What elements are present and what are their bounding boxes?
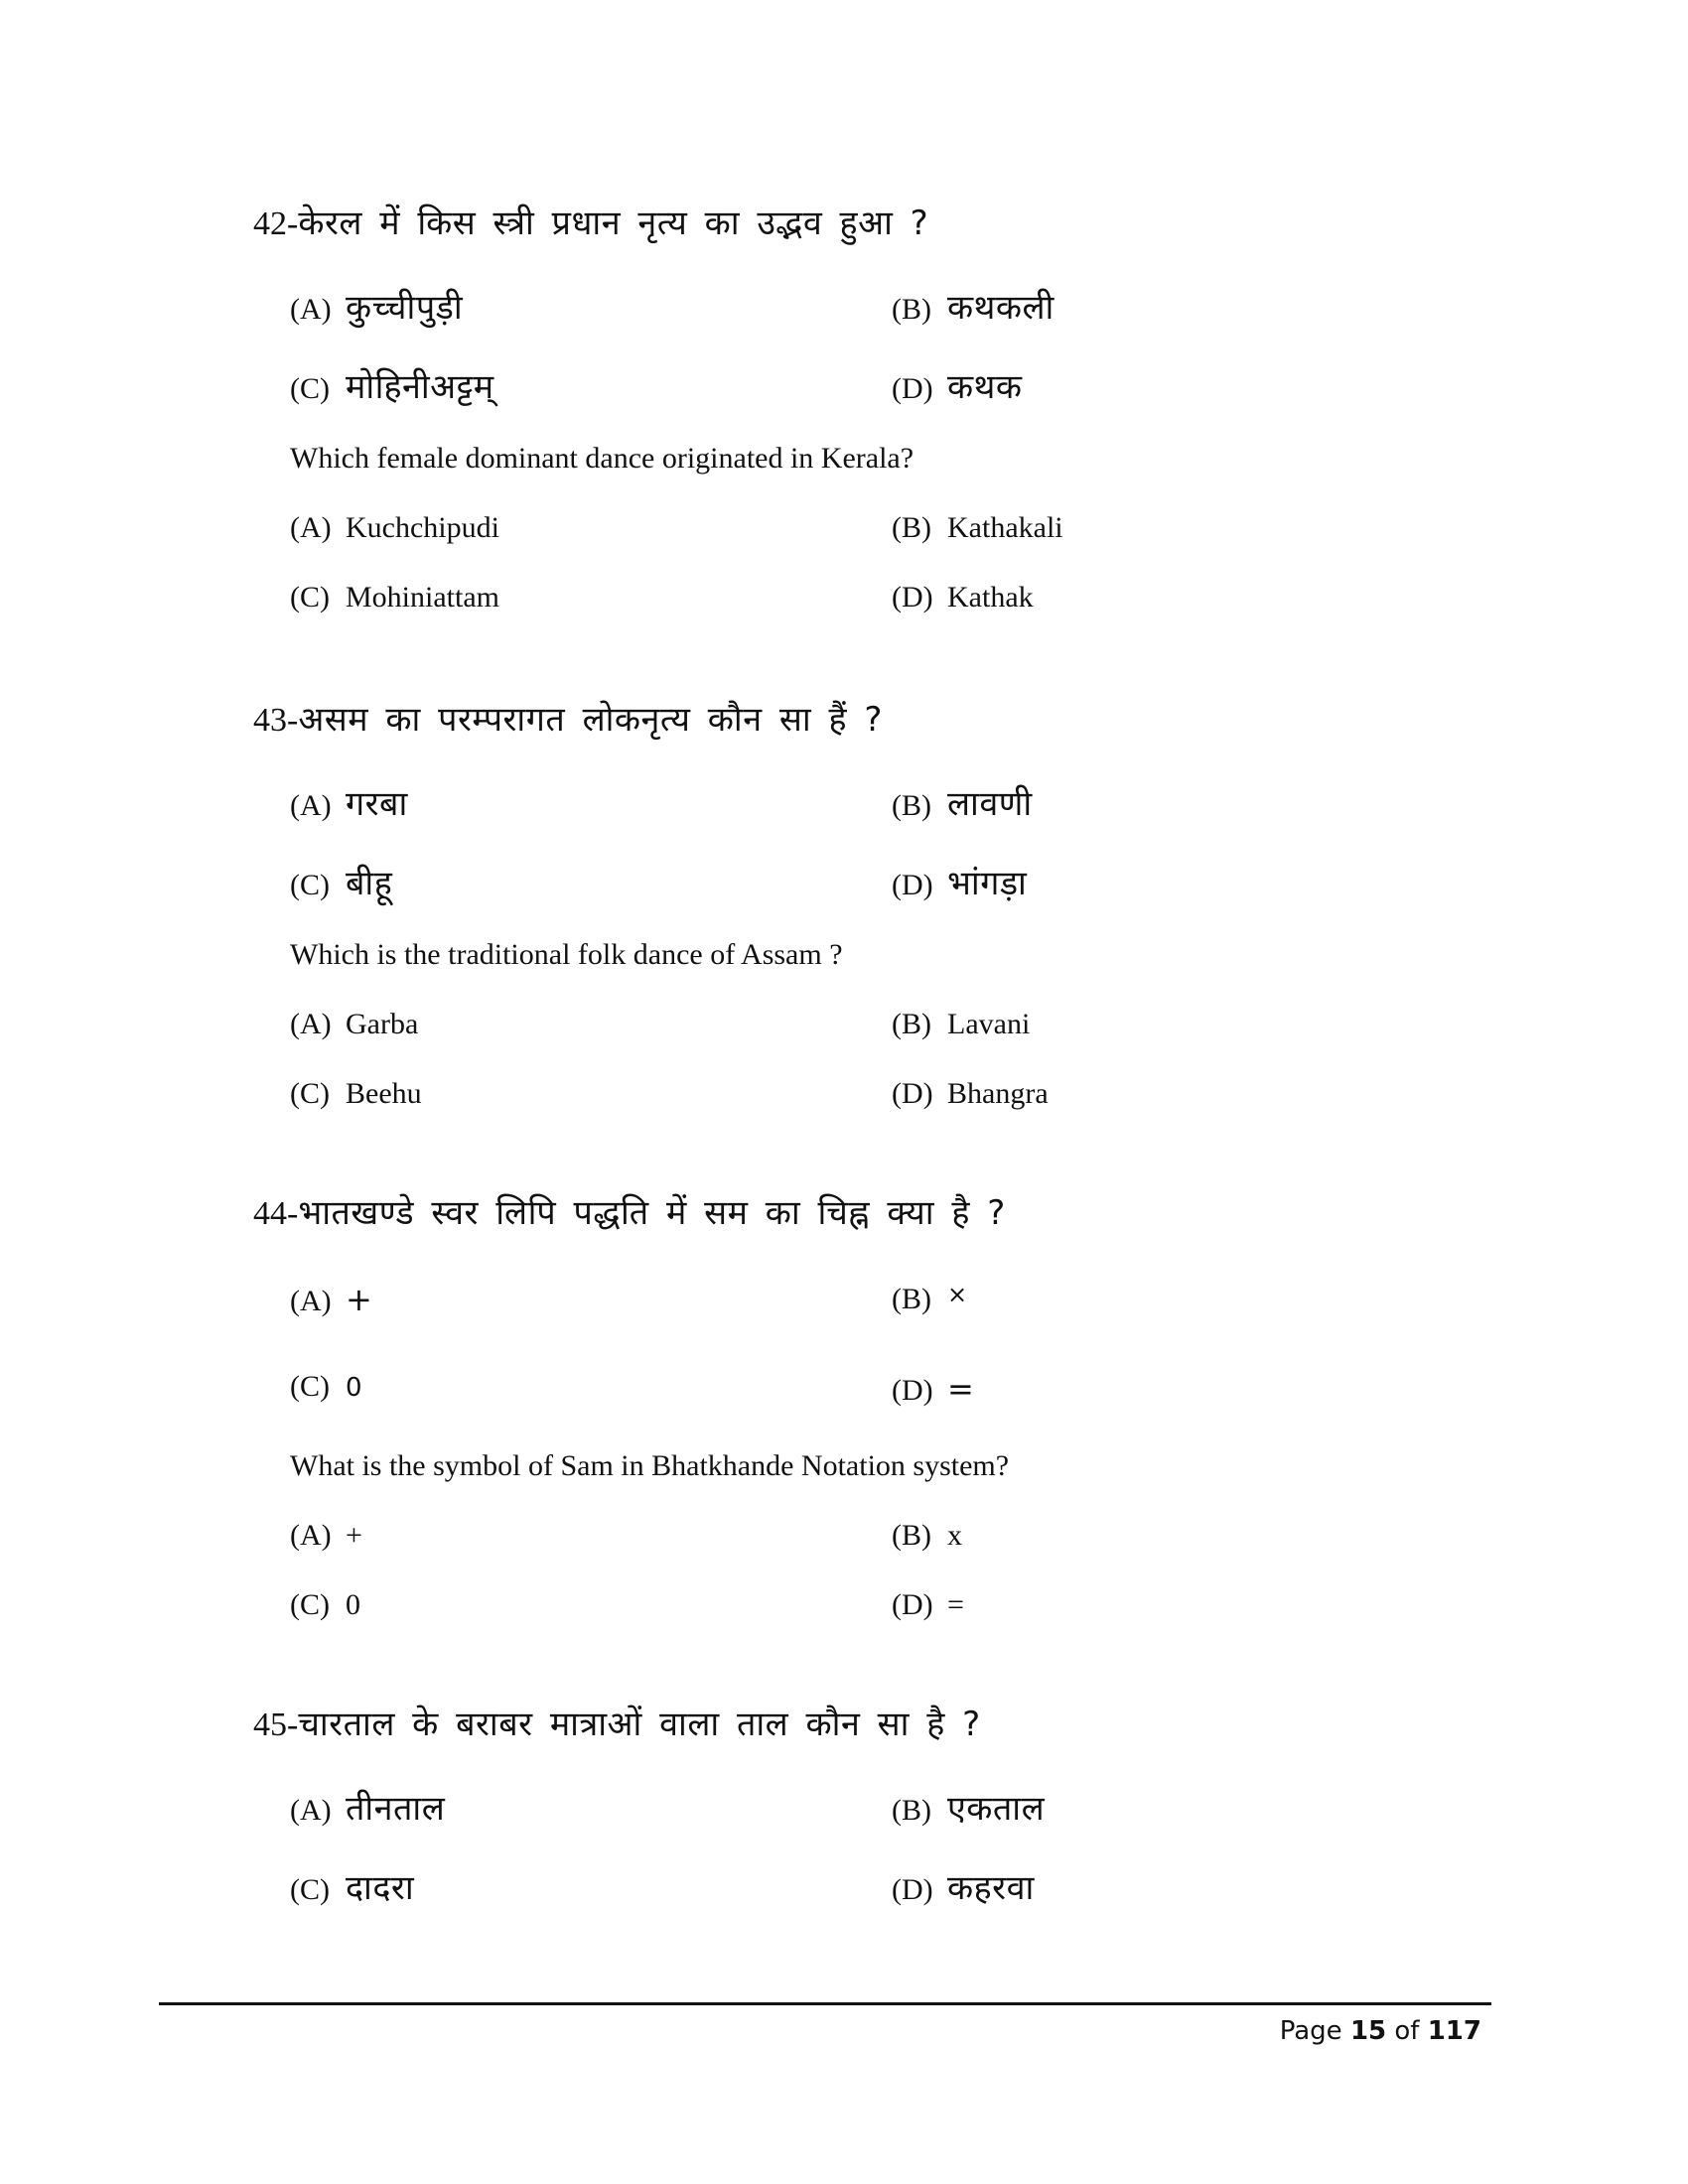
option-hindi-b	[892, 1784, 1045, 1830]
option-letter: (C)	[290, 1077, 330, 1110]
question-hindi	[253, 1700, 981, 1745]
question-english: What is the symbol of Sam in Bhatkhande Notation system?	[290, 1449, 1010, 1482]
option-letter: (D)	[892, 869, 933, 901]
option-text: तीनताल	[346, 1789, 446, 1829]
total-pages: 117	[1427, 2016, 1481, 2046]
option-text: बीहू	[346, 864, 393, 903]
option-english-a	[290, 1519, 362, 1553]
option-english-d	[892, 1077, 1049, 1111]
plus-symbol: +	[346, 1281, 372, 1318]
option-letter: (B)	[892, 1519, 931, 1552]
option-english-c	[290, 1588, 360, 1622]
option-text: कथकली	[947, 288, 1055, 328]
option-hindi-d	[892, 362, 1022, 408]
option-text: दादरा	[346, 1868, 415, 1908]
option-text: मोहिनीअट्टम्	[346, 367, 494, 407]
option-english-d	[892, 581, 1034, 614]
option-letter: (D)	[892, 1588, 933, 1621]
option-hindi-b	[892, 283, 1055, 329]
option-text: भांगड़ा	[947, 864, 1028, 903]
option-hindi-a	[290, 1784, 445, 1830]
option-letter: (B)	[892, 789, 931, 822]
option-english-b	[892, 511, 1063, 545]
option-english-b	[892, 1519, 962, 1553]
option-letter: (A)	[290, 1008, 332, 1040]
option-letter: (B)	[892, 1008, 931, 1040]
option-text: Mohiniattam	[346, 581, 499, 614]
question-hindi-text: केरल में किस स्त्री प्रधान नृत्य का उद्भव हुआ ?	[298, 204, 929, 243]
option-hindi-a	[290, 1281, 372, 1318]
option-letter: (A)	[290, 293, 332, 326]
page-number	[1280, 2016, 1481, 2046]
option-text: कुच्चीपुड़ी	[346, 288, 464, 328]
equals-symbol: =	[947, 1370, 974, 1408]
option-letter: (A)	[290, 1519, 332, 1552]
option-letter: (D)	[892, 372, 933, 405]
option-letter: (A)	[290, 1794, 332, 1827]
question-english: Which is the traditional folk dance of Assam ?	[290, 938, 843, 971]
cross-symbol: ×	[947, 1281, 968, 1308]
option-letter: (C)	[290, 1873, 330, 1906]
option-letter: (D)	[892, 1873, 933, 1906]
option-hindi-c	[290, 1370, 362, 1404]
option-hindi-d	[892, 1863, 1035, 1909]
option-letter: (C)	[290, 1370, 330, 1403]
option-letter: (B)	[892, 511, 931, 544]
option-letter: (C)	[290, 1588, 330, 1621]
question-hindi-text: चारताल के बराबर मात्राओं वाला ताल कौन सा है ?	[298, 1705, 981, 1744]
option-text: Garba	[346, 1008, 419, 1040]
option-hindi-b	[892, 1281, 967, 1316]
option-letter: (C)	[290, 581, 330, 614]
option-text: Kathakali	[947, 511, 1063, 544]
option-english-b	[892, 1008, 1030, 1041]
option-text: Beehu	[346, 1077, 422, 1110]
current-page: 15	[1349, 2016, 1387, 2046]
option-hindi-d	[892, 1370, 974, 1408]
option-text: एकताल	[947, 1789, 1046, 1829]
option-letter: (A)	[290, 1285, 332, 1317]
option-text: 0	[346, 1588, 360, 1621]
option-letter: (B)	[892, 293, 931, 326]
option-text: =	[947, 1588, 964, 1621]
option-text: +	[346, 1519, 362, 1552]
question-hindi	[253, 1188, 1006, 1234]
option-text: Bhangra	[947, 1077, 1049, 1110]
option-hindi-c	[290, 362, 494, 408]
option-letter: (D)	[892, 1077, 933, 1110]
question-english: Which female dominant dance originated in Kerala?	[290, 442, 914, 475]
option-letter: (B)	[892, 1283, 931, 1315]
option-hindi-c	[290, 859, 392, 904]
option-letter: (A)	[290, 511, 332, 544]
option-hindi-d	[892, 859, 1027, 904]
of-word: of	[1394, 2016, 1420, 2046]
zero-symbol: 0	[346, 1373, 362, 1403]
option-letter: (B)	[892, 1794, 931, 1827]
question-hindi-text: असम का परम्परागत लोकनृत्य कौन सा हैं ?	[298, 700, 883, 740]
option-text: Lavani	[947, 1008, 1031, 1040]
page-word: Page	[1279, 2016, 1342, 2046]
option-hindi-a	[290, 779, 408, 825]
footer-divider	[159, 2002, 1491, 2005]
option-text: कहरवा	[947, 1868, 1035, 1908]
question-number: 45-	[253, 1706, 299, 1743]
question-hindi	[253, 695, 883, 741]
question-number: 42-	[253, 205, 299, 242]
question-hindi-text: भातखण्डे स्वर लिपि पद्धति में सम का चिह्न क्या है ?	[298, 1193, 1006, 1233]
option-letter: (D)	[892, 581, 933, 614]
option-letter: (C)	[290, 869, 330, 901]
option-text: लावणी	[947, 784, 1033, 824]
option-english-a	[290, 1008, 418, 1041]
option-text: गरबा	[346, 784, 408, 824]
question-hindi	[253, 199, 928, 244]
option-text: x	[947, 1519, 962, 1552]
question-number: 44-	[253, 1195, 299, 1232]
option-english-d	[892, 1588, 964, 1622]
option-text: Kathak	[947, 581, 1034, 614]
option-hindi-a	[290, 283, 463, 329]
question-number: 43-	[253, 702, 299, 739]
option-text: Kuchchipudi	[346, 511, 499, 544]
option-letter: (A)	[290, 789, 332, 822]
option-english-c	[290, 1077, 422, 1111]
option-english-c	[290, 581, 499, 614]
option-letter: (C)	[290, 372, 330, 405]
option-hindi-c	[290, 1863, 414, 1909]
option-english-a	[290, 511, 499, 545]
option-text: कथक	[947, 367, 1023, 407]
option-hindi-b	[892, 779, 1033, 825]
option-letter: (D)	[892, 1374, 933, 1407]
